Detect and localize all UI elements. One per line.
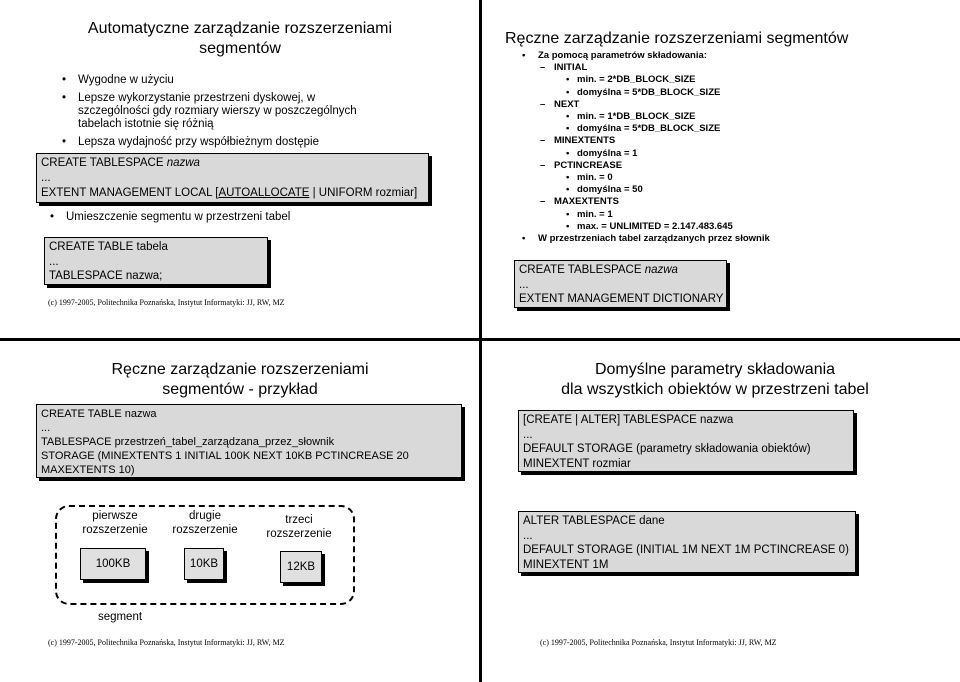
extent-label-line: rozszerzenie	[172, 524, 238, 536]
code-line: [CREATE | ALTER] TABLESPACE nazwa	[523, 414, 734, 426]
slide-3-title-line2: segmentów - przykład	[162, 381, 318, 398]
extent-label-line: rozszerzenie	[266, 528, 332, 540]
extent-label-line: drugie	[189, 510, 221, 522]
code-line: TABLESPACE przestrzeń_tabel_zarządzana_przez_słownik	[41, 436, 335, 448]
bullet-item	[60, 92, 460, 131]
extent-1-box: 100KB	[80, 548, 146, 580]
code-line: EXTENT MANAGEMENT DICTIONARY	[519, 293, 724, 305]
code-line: STORAGE (MINEXTENTS 1 INITIAL 100K NEXT 10KB PCTINCREASE 20	[41, 450, 409, 462]
code-text: |	[309, 187, 319, 199]
slide-4-title	[500, 360, 930, 400]
code-line: CREATE TABLE tabela	[49, 241, 168, 253]
list-item: • min. = 1	[520, 209, 950, 221]
slide-1-code-tablespace	[36, 153, 429, 203]
code-line: CREATE TABLE nazwa	[41, 408, 157, 420]
slide-1-title-line2: segmentów	[199, 40, 281, 57]
list-item: • min. = 2*DB_BLOCK_SIZE	[520, 74, 950, 86]
slide-1-footer: (c) 1997-2005, Politechnika Poznańska, Instytut Informatyki: JJ, RW, MZ	[48, 298, 285, 307]
code-text: UNIFORM rozmiar	[318, 187, 414, 199]
code-line: DEFAULT STORAGE (parametry składowania obiektów)	[523, 443, 811, 455]
code-line: ...	[523, 428, 533, 441]
code-line: ...	[41, 422, 51, 434]
list-item: • domyślna = 5*DB_BLOCK_SIZE	[520, 87, 950, 99]
list-item: – NEXT	[520, 99, 950, 111]
bullet-line: tabelach istotnie się różnią	[78, 118, 214, 130]
list-item: – MAXEXTENTS	[520, 196, 950, 208]
list-item: • Za pomocą parametrów składowania:	[520, 50, 950, 62]
bullet-line: szczególności gdy rozmiary wierszy w poszczególnych	[78, 105, 357, 117]
code-line: MINEXTENT rozmiar	[523, 457, 631, 470]
list-item: • W przestrzeniach tabel zarządzanych przez słownik	[520, 233, 950, 245]
list-item: • domyślna = 50	[520, 184, 950, 196]
code-placeholder: nazwa	[644, 264, 678, 276]
extent-1-label	[72, 509, 158, 537]
bullet-line: Lepsze wykorzystanie przestrzeni dyskowej, w	[78, 92, 316, 104]
slide-2-title: Ręczne zarządzanie rozszerzeniami segmentów	[505, 30, 849, 47]
code-text: CREATE TABLESPACE	[519, 264, 645, 276]
code-line: MAXEXTENTS 10)	[41, 464, 135, 476]
code-line: TABLESPACE nazwa;	[49, 270, 163, 282]
slide-3-title	[40, 360, 440, 400]
slide-4-footer: (c) 1997-2005, Politechnika Poznańska, Instytut Informatyki: JJ, RW, MZ	[540, 638, 777, 647]
code-default-option: AUTOALLOCATE	[218, 187, 310, 199]
slide-2-param-list	[520, 50, 950, 245]
code-text: CREATE TABLESPACE	[41, 157, 167, 169]
slide-1-title	[40, 19, 440, 59]
code-line: ALTER TABLESPACE dane	[523, 515, 665, 527]
list-item: • max. = UNLIMITED = 2.147.483.645	[520, 221, 950, 233]
extent-3-box: 12KB	[280, 551, 322, 583]
list-item: – PCTINCREASE	[520, 160, 950, 172]
bullet-item: • Umieszczenie segmentu w przestrzeni tabel	[48, 211, 448, 224]
list-item: • min. = 1*DB_BLOCK_SIZE	[520, 111, 950, 123]
list-item: – INITIAL	[520, 62, 950, 74]
code-line: ...	[523, 529, 533, 542]
code-ellipsis: ...	[41, 172, 51, 184]
list-item: • domyślna = 1	[520, 148, 950, 160]
code-placeholder: nazwa	[166, 157, 200, 169]
list-item: • min. = 0	[520, 172, 950, 184]
slide-separator-vertical	[479, 0, 482, 682]
slide-4-code-alter-example	[518, 511, 856, 573]
slide-3-footer: (c) 1997-2005, Politechnika Poznańska, Instytut Informatyki: JJ, RW, MZ	[48, 638, 285, 647]
slide-1-bullets	[60, 74, 460, 149]
extent-label-line: trzeci	[285, 514, 313, 526]
bullet-item: • Wygodne w użyciu	[60, 74, 460, 87]
slide-4-code-default-storage	[518, 410, 854, 472]
extent-2-label	[162, 509, 248, 537]
slide-3-code-example	[36, 404, 462, 478]
slide-2-code-dictionary	[514, 260, 727, 308]
extent-2-box: 10KB	[184, 548, 224, 580]
code-line: MINEXTENT 1M	[523, 558, 609, 571]
code-text: EXTENT MANAGEMENT LOCAL [	[41, 187, 219, 199]
segment-label: segment	[97, 611, 143, 623]
code-line: DEFAULT STORAGE (INITIAL 1M NEXT 1M PCTINCREASE 0)	[523, 544, 849, 556]
slide-1-bullets-2	[48, 211, 448, 224]
slide-1-title-line1: Automatyczne zarządzanie rozszerzeniami	[87, 20, 393, 37]
extent-label-line: rozszerzenie	[82, 524, 148, 536]
slide-4-title-line1: Domyślne parametry składowania	[594, 361, 836, 378]
list-item: – MINEXTENTS	[520, 135, 950, 147]
slide-1-code-table	[44, 237, 268, 285]
code-line: ...	[49, 255, 59, 268]
slide-4-title-line2: dla wszystkich obiektów w przestrzeni tabel	[561, 381, 869, 398]
slide-3-title-line1: Ręczne zarządzanie rozszerzeniami	[111, 361, 369, 378]
code-text: ]	[414, 187, 418, 199]
list-item: • domyślna = 5*DB_BLOCK_SIZE	[520, 123, 950, 135]
extent-label-line: pierwsze	[92, 510, 138, 522]
bullet-item: • Lepsza wydajność przy współbieżnym dostępie	[60, 136, 460, 149]
code-line: ...	[519, 278, 529, 291]
extent-3-label	[256, 513, 342, 541]
